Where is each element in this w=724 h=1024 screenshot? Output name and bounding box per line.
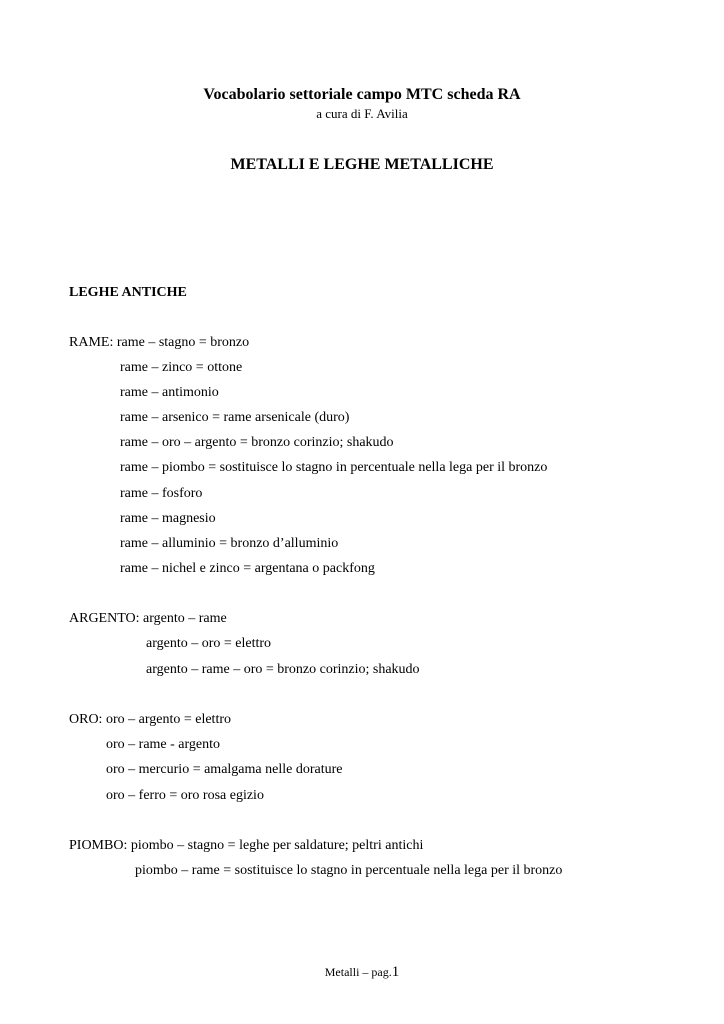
rame-item: rame – fosforo — [120, 486, 203, 501]
rame-item: rame – oro – argento = bronzo corinzio; shakudo — [120, 435, 394, 450]
document-author: a cura di F. Avilia — [316, 106, 408, 121]
rame-item: rame – antimonio — [120, 385, 219, 400]
argento-lead-line: ARGENTO: argento – rame — [69, 611, 227, 626]
oro-item: oro – mercurio = amalgama nelle dorature — [106, 762, 343, 777]
oro-item: oro – ferro = oro rosa egizio — [106, 788, 264, 803]
section-heading: LEGHE ANTICHE — [69, 285, 187, 300]
rame-item: rame – nichel e zinco = argentana o packfong — [120, 561, 375, 576]
piombo-lead-line: PIOMBO: piombo – stagno = leghe per saldature; peltri antichi — [69, 838, 424, 853]
document-title: Vocabolario settoriale campo MTC scheda RA — [203, 86, 521, 103]
argento-item: argento – rame – oro = bronzo corinzio; shakudo — [146, 662, 420, 677]
page-footer — [0, 964, 724, 981]
oro-lead-line: ORO: oro – argento = elettro — [69, 712, 231, 727]
argento-item: argento – oro = elettro — [146, 636, 272, 651]
page-number: 1 — [391, 964, 400, 980]
rame-item: rame – piombo = sostituisce lo stagno in percentuale nella lega per il bronzo — [120, 460, 548, 475]
piombo-item: piombo – rame = sostituisce lo stagno in percentuale nella lega per il bronzo — [135, 863, 563, 878]
rame-item: rame – alluminio = bronzo d’alluminio — [120, 536, 339, 551]
footer-label: Metalli – pag. — [324, 965, 392, 979]
oro-item: oro – rame - argento — [106, 737, 221, 752]
rame-item: rame – magnesio — [120, 511, 216, 526]
rame-item: rame – zinco = ottone — [120, 360, 243, 375]
rame-item: rame – arsenico = rame arsenicale (duro) — [120, 410, 350, 425]
rame-lead-line: RAME: rame – stagno = bronzo — [69, 335, 250, 350]
main-heading: METALLI E LEGHE METALLICHE — [230, 156, 494, 173]
